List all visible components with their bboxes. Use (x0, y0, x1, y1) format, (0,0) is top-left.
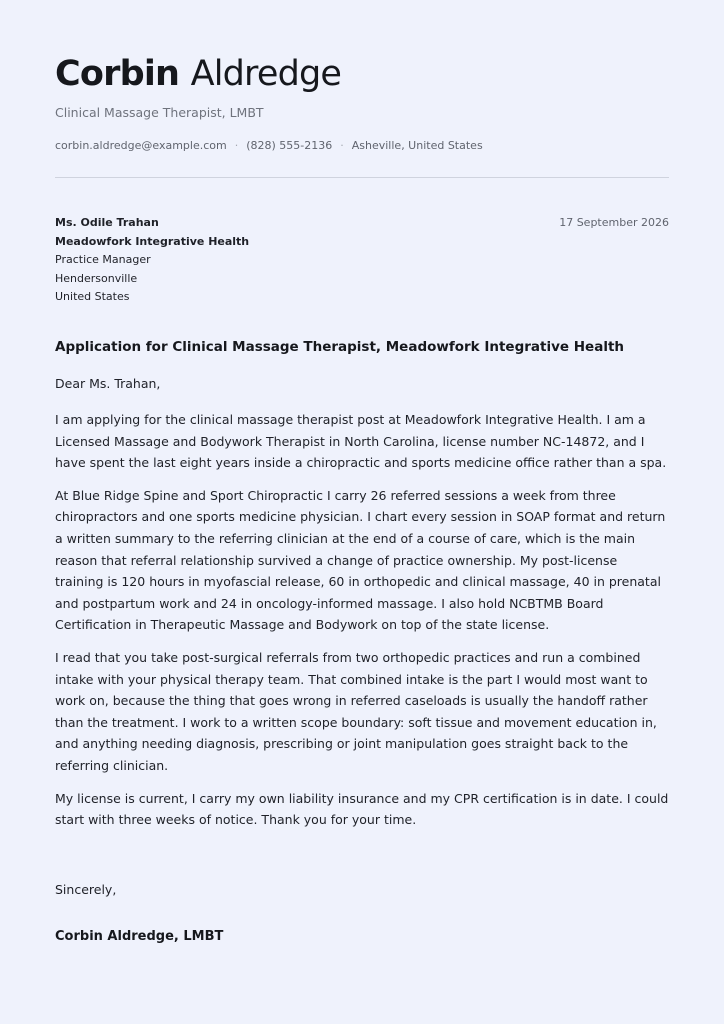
recipient-organization: Meadowfork Integrative Health (55, 234, 250, 248)
body-paragraph: I read that you take post-surgical referrals from two orthopedic practices and run a combined intake with your physical therapy team. That combined intake is the part I would most want to work on, because the thing that goes wrong in referred caseloads is usually the handoff rather than the treatment. I work to a written scope boundary: soft tissue and movement education in, and anything needing diagnosis, prescribing or joint manipulation goes straight back to the referring clinician. (55, 649, 657, 773)
letter-greeting: Dear Ms. Trahan, (55, 376, 161, 391)
contact-separator: · (340, 139, 344, 152)
sender-name (55, 52, 341, 96)
body-paragraph: I am applying for the clinical massage therapist post at Meadowfork Integrative Health. I am a Licensed Massage and Bodywork Therapist in North Carolina, license number NC-14872, and I have spent the last eight years inside a chiropractic and sports medicine office rather than a spa. (55, 412, 667, 471)
contact-phone: (828) 555-2136 (246, 139, 333, 152)
letter-date: 17 September 2026 (559, 216, 669, 229)
sender-last-name: Aldredge (190, 54, 342, 94)
recipient-block (55, 214, 249, 307)
recipient-role: Practice Manager (55, 253, 151, 267)
sender-first-name: Corbin (55, 54, 180, 94)
header-divider (55, 177, 669, 178)
body-paragraph: At Blue Ridge Spine and Sport Chiropractic I carry 26 referred sessions a week from three chiropractors and one sports medicine physician. I chart every session in SOAP format and return a written summary to the referring clinician at the end of a course of care, which is the main reason that referral relationship survived a change of practice ownership. My post-license training is 120 hours in myofascial release, 60 in orthopedic and clinical massage, 40 in prenatal and postpartum work and 24 in oncology-informed massage. I also hold NCBTMB Board Certification in Therapeutic Massage and Bodywork on top of the state license. (55, 487, 666, 633)
contact-location: Asheville, United States (351, 139, 483, 152)
body-paragraph: My license is current, I carry my own liability insurance and my CPR certification is in date. I could start with three weeks of notice. Thank you for your time. (55, 790, 669, 828)
sender-job-title: Clinical Massage Therapist, LMBT (55, 105, 264, 120)
recipient-name: Ms. Odile Trahan (55, 216, 159, 229)
recipient-city: Hendersonville (55, 271, 138, 285)
recipient-country: United States (55, 290, 130, 304)
letter-closing: Sincerely, (55, 882, 117, 897)
letter-subject: Application for Clinical Massage Therapist, Meadowfork Integrative Health (55, 339, 625, 355)
contact-line (55, 139, 483, 152)
letter-body (55, 409, 669, 842)
letter-signature: Corbin Aldredge, LMBT (55, 929, 224, 944)
contact-separator: · (234, 139, 239, 152)
contact-email: corbin.aldredge@example.com (55, 139, 227, 152)
